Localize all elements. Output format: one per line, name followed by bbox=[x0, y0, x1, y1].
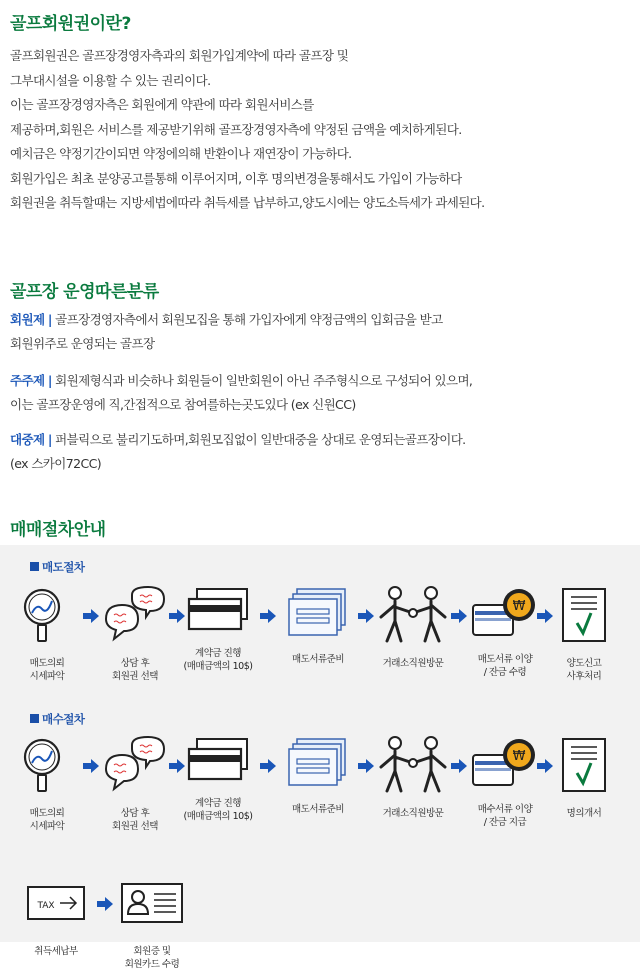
step-label-line: 거래소직원방문 bbox=[382, 658, 444, 669]
step-label-line: 시세파악 bbox=[29, 821, 65, 832]
step-label bbox=[365, 657, 461, 670]
step-label-line: 매수서류 이양 bbox=[477, 804, 533, 815]
membership-heading: 골프회원권이란? bbox=[10, 14, 131, 34]
membership-line: 예치금은 약정기간이되면 약정에의해 반환이나 재연장이 가능하다. bbox=[10, 146, 352, 161]
classification-item bbox=[10, 308, 630, 356]
classification-item bbox=[10, 428, 630, 476]
step-label bbox=[170, 797, 266, 823]
process-step bbox=[87, 735, 183, 833]
step-label bbox=[8, 945, 104, 958]
checklist-icon bbox=[536, 585, 632, 645]
documents-icon bbox=[270, 735, 366, 791]
process-step bbox=[536, 735, 632, 820]
term-label: 대중제 bbox=[10, 432, 45, 447]
process-step bbox=[104, 882, 200, 971]
process-step bbox=[8, 885, 104, 958]
membership-line: 회원가입은 최초 분양공고를통해 이루어지며, 이후 명의변경을통해서도 가입이 가능하다 bbox=[10, 170, 462, 186]
step-label bbox=[87, 807, 183, 833]
process-step bbox=[170, 735, 266, 823]
step-label bbox=[536, 807, 632, 820]
step-label-line: (매매금액의 10$) bbox=[183, 811, 253, 822]
card-icon bbox=[170, 735, 266, 785]
card-icon bbox=[170, 585, 266, 635]
membership-line: 제공하며,회원은 서비스를 제공받기위해 골프장경영자측에 약정된 금액을 예치하게된다. bbox=[10, 121, 462, 137]
description: (ex 스카이72CC) bbox=[10, 456, 101, 471]
step-label bbox=[270, 803, 366, 816]
step-label-line: 회원권 선택 bbox=[112, 821, 158, 832]
membership-line: 이는 골프장경영자측은 회원에게 약관에 따라 회원서비스를 bbox=[10, 97, 314, 112]
process-step bbox=[0, 735, 95, 833]
process-step bbox=[270, 735, 366, 816]
svg-text:₩: ₩ bbox=[512, 749, 526, 764]
step-label-line: 명의개서 bbox=[566, 808, 602, 819]
step-label-line: 시세파악 bbox=[29, 671, 65, 682]
step-label-line: / 잔금 수령 bbox=[483, 667, 527, 678]
step-label bbox=[170, 647, 266, 673]
step-label-line: 사후처리 bbox=[566, 671, 602, 682]
term-label: 주주제 bbox=[10, 373, 45, 388]
step-label bbox=[0, 807, 95, 833]
trade-heading: 매매절차안내 bbox=[10, 520, 106, 540]
checklist-icon bbox=[536, 735, 632, 795]
step-label bbox=[365, 807, 461, 820]
svg-text:₩: ₩ bbox=[512, 599, 526, 614]
process-step bbox=[170, 585, 266, 673]
tax-icon bbox=[8, 885, 104, 921]
documents-icon bbox=[270, 585, 366, 641]
step-label-line: 계약금 진행 bbox=[195, 798, 241, 809]
step-label-line: 회원카드 수령 bbox=[124, 959, 180, 970]
process-step bbox=[365, 585, 461, 670]
step-label-line: 매도의뢰 bbox=[29, 808, 65, 819]
step-label-line: 매도서류준비 bbox=[291, 804, 345, 815]
process-step bbox=[270, 585, 366, 666]
trade-procedure-panel bbox=[0, 545, 640, 970]
step-label bbox=[104, 945, 200, 971]
description: 퍼블릭으로 불리기도하며,회원모집없이 일반대중을 상대로 운영되는골프장이다. bbox=[51, 432, 466, 447]
svg-text:TAX: TAX bbox=[37, 901, 55, 911]
step-label-line: 계약금 진행 bbox=[195, 648, 241, 659]
membership-text bbox=[10, 44, 630, 216]
step-label bbox=[0, 657, 95, 683]
step-label bbox=[536, 657, 632, 683]
step-label-line: 거래소직원방문 bbox=[382, 808, 444, 819]
description: 회원위주로 운영되는 골프장 bbox=[10, 336, 155, 351]
separator: | bbox=[47, 432, 52, 447]
step-label-line: 매도서류준비 bbox=[291, 654, 345, 665]
term-label: 회원제 bbox=[10, 312, 45, 327]
process-step bbox=[87, 585, 183, 683]
buy-procedure-title: 매수절차 bbox=[30, 711, 84, 727]
step-label-line: 상담 후 bbox=[120, 808, 150, 819]
sell-procedure-title: 매도절차 bbox=[30, 559, 84, 575]
handshake-icon bbox=[365, 735, 461, 795]
classification-item bbox=[10, 369, 630, 417]
process-step bbox=[536, 585, 632, 683]
step-label-line: 매도의뢰 bbox=[29, 658, 65, 669]
membership-line: 골프회원권은 골프장경영자측과의 회원가입계약에 따라 골프장 및 bbox=[10, 48, 349, 63]
step-label bbox=[87, 657, 183, 683]
classification-heading: 골프장 운영따른분류 bbox=[10, 282, 159, 302]
step-label-line: 매도서류 이양 bbox=[477, 654, 533, 665]
magnifier-chart-icon bbox=[0, 735, 95, 795]
step-label bbox=[270, 653, 366, 666]
member-card-icon bbox=[104, 882, 200, 924]
step-label-line: 양도신고 bbox=[566, 658, 602, 669]
description: 이는 골프장운영에 직,간접적으로 참여를하는곳도있다 (ex 신원CC) bbox=[10, 397, 356, 412]
step-label-line: 회원증 및 bbox=[133, 946, 171, 957]
step-label-line: 취득세납부 bbox=[34, 946, 78, 957]
handshake-icon bbox=[365, 585, 461, 645]
step-label-line: / 잔금 지급 bbox=[483, 817, 527, 828]
description: 회원제형식과 비슷하나 회원들이 일반회원이 아닌 주주형식으로 구성되어 있으며, bbox=[51, 373, 473, 388]
separator: | bbox=[47, 312, 52, 327]
description: 골프장경영자측에서 회원모집을 통해 가입자에게 약정금액의 입회금을 받고 bbox=[51, 312, 443, 327]
membership-line: 그부대시설을 이용할 수 있는 권리이다. bbox=[10, 72, 211, 88]
process-step bbox=[365, 735, 461, 820]
separator: | bbox=[47, 373, 52, 388]
step-label-line: 회원권 선택 bbox=[112, 671, 158, 682]
step-label-line: (매매금액의 10$) bbox=[183, 661, 253, 672]
magnifier-chart-icon bbox=[0, 585, 95, 645]
membership-line: 회원권을 취득할때는 지방세법에따라 취득세를 납부하고,양도시에는 양도소득세가 과세된다. bbox=[10, 195, 485, 210]
step-label-line: 상담 후 bbox=[120, 658, 150, 669]
process-step bbox=[0, 585, 95, 683]
